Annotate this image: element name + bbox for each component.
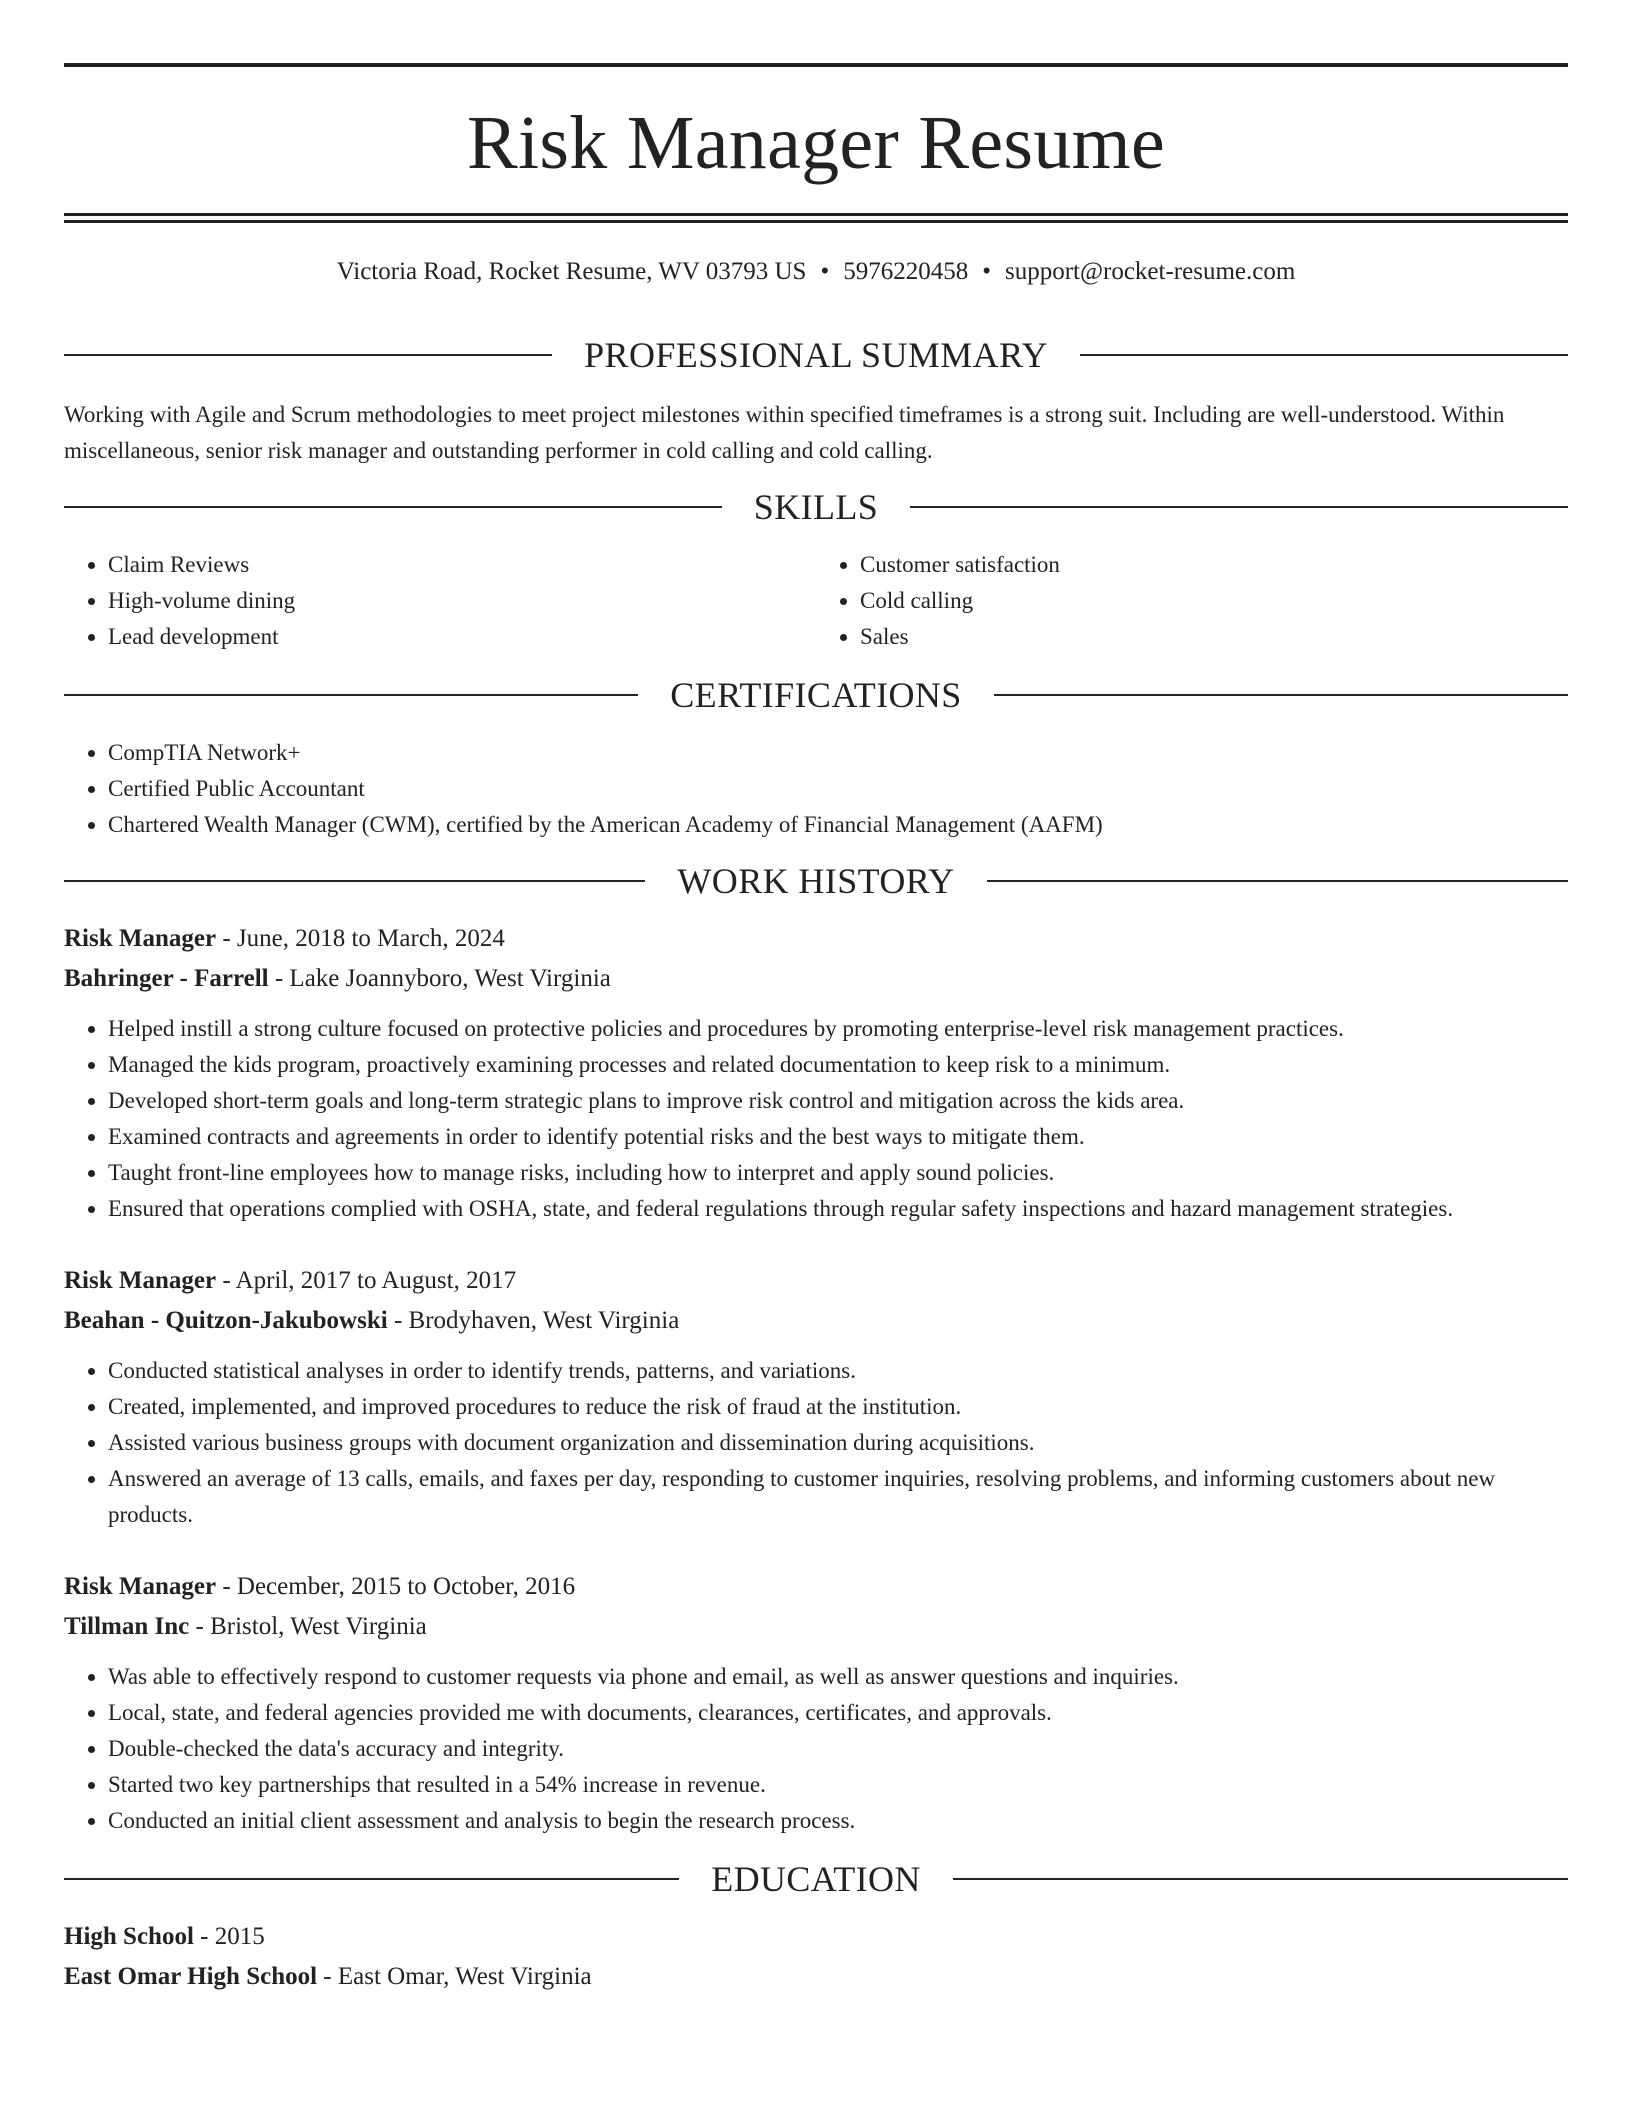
job-title: Risk Manager [64, 1267, 217, 1294]
contact-address: Victoria Road, Rocket Resume, WV 03793 US [336, 258, 807, 285]
job-company-line [64, 1607, 1568, 1647]
heading-rule [64, 506, 722, 508]
certification-item: • Chartered Wealth Manager (CWM), certified by the American Academy of Financial Management (AAFM) [108, 807, 1568, 843]
summary-heading: PROFESSIONAL SUMMARY [584, 335, 1048, 375]
job-company: Tillman Inc [64, 1613, 190, 1640]
education-location: - East Omar, West Virginia [317, 1963, 592, 1990]
certifications-list [64, 735, 1568, 843]
skill-item: • High-volume dining [108, 583, 816, 619]
job-dates: - April, 2017 to August, 2017 [216, 1267, 517, 1294]
certifications-section-heading [64, 677, 1568, 713]
heading-rule [994, 694, 1568, 696]
contact-separator: • [982, 258, 991, 285]
education-school-line [64, 1957, 1568, 1997]
job-location: - Brodyhaven, West Virginia [387, 1307, 680, 1334]
skills-list [64, 547, 1568, 655]
education-heading: EDUCATION [711, 1859, 921, 1899]
job-bullets [64, 1353, 1568, 1533]
job-bullet: • Helped instill a strong culture focused on protective policies and procedures by promoting enterprise-level risk management practices. [108, 1011, 1568, 1047]
heading-rule [64, 694, 638, 696]
heading-rule [953, 1878, 1568, 1880]
certification-item: • CompTIA Network+ [108, 735, 1568, 771]
job-bullet: • Ensured that operations complied with OSHA, state, and federal regulations through regular safety inspections and hazard management strategies. [108, 1191, 1568, 1227]
heading-rule [64, 354, 552, 356]
work-heading: WORK HISTORY [677, 861, 955, 901]
heading-rule [910, 506, 1568, 508]
certification-item: • Certified Public Accountant [108, 771, 1568, 807]
job-bullet: • Assisted various business groups with document organization and dissemination during acquisitions. [108, 1425, 1568, 1461]
job-bullet: • Answered an average of 13 calls, emails, and faxes per day, responding to customer inquiries, resolving problems, and informing customers about new products. [108, 1461, 1568, 1533]
job-bullet: • Was able to effectively respond to customer requests via phone and email, as well as answer questions and inquiries. [108, 1659, 1568, 1695]
job-dates: - June, 2018 to March, 2024 [216, 925, 505, 952]
skill-item: • Claim Reviews [108, 547, 816, 583]
job-bullets [64, 1659, 1568, 1839]
education-degree-line [64, 1917, 1568, 1957]
education-section-heading [64, 1861, 1568, 1897]
job-company-line [64, 959, 1568, 999]
job-bullet: • Local, state, and federal agencies provided me with documents, clearances, certificates, and approvals. [108, 1695, 1568, 1731]
job-bullet: • Managed the kids program, proactively examining processes and related documentation to keep risk to a minimum. [108, 1047, 1568, 1083]
job-bullets [64, 1011, 1568, 1227]
job-dates: - December, 2015 to October, 2016 [216, 1573, 576, 1600]
top-rule [64, 63, 1568, 67]
skill-item: • Customer satisfaction [860, 547, 1568, 583]
certifications-heading: CERTIFICATIONS [670, 675, 962, 715]
education-entry [64, 1917, 1568, 1997]
skills-section-heading [64, 489, 1568, 525]
job-location: - Bristol, West Virginia [189, 1613, 427, 1640]
contact-separator: • [820, 258, 830, 285]
skill-item: • Cold calling [860, 583, 1568, 619]
job-location: - Lake Joannyboro, West Virginia [268, 965, 611, 992]
heading-rule [987, 880, 1568, 882]
skills-heading: SKILLS [753, 487, 879, 527]
skills-column-left [64, 547, 816, 655]
job-bullet: • Conducted an initial client assessment and analysis to begin the research process. [108, 1803, 1568, 1839]
contact-email: support@rocket-resume.com [1004, 258, 1296, 285]
job-company: Bahringer - Farrell [64, 965, 269, 992]
skill-item: • Lead development [108, 619, 816, 655]
job-title-line [64, 919, 1568, 959]
job-bullet: • Started two key partnerships that resulted in a 54% increase in revenue. [108, 1767, 1568, 1803]
contact-phone: 5976220458 [843, 258, 969, 285]
job-bullet: • Double-checked the data's accuracy and integrity. [108, 1731, 1568, 1767]
summary-text: Working with Agile and Scrum methodologies to meet project milestones within specified timeframes is a strong suit. Including are well-understood. Within miscellaneous, senior risk manager and outstanding performer in cold calling and cold calling. [64, 402, 1505, 463]
job-company: Beahan - Quitzon-Jakubowski [64, 1307, 388, 1334]
title-double-rule [64, 213, 1568, 223]
job-company-line [64, 1301, 1568, 1341]
job-bullet: • Created, implemented, and improved procedures to reduce the risk of fraud at the institution. [108, 1389, 1568, 1425]
job-bullet: • Developed short-term goals and long-term strategic plans to improve risk control and mitigation across the kids area. [108, 1083, 1568, 1119]
job-entry [64, 1261, 1568, 1533]
skills-column-right [816, 547, 1568, 655]
job-title: Risk Manager [64, 1573, 217, 1600]
job-bullet: • Examined contracts and agreements in order to identify potential risks and the best ways to mitigate them. [108, 1119, 1568, 1155]
skill-item: • Sales [860, 619, 1568, 655]
education-degree: High School [64, 1923, 194, 1950]
job-bullet: • Taught front-line employees how to manage risks, including how to interpret and apply sound policies. [108, 1155, 1568, 1191]
job-title: Risk Manager [64, 925, 217, 952]
heading-rule [64, 880, 645, 882]
job-entry [64, 919, 1568, 1227]
resume-title: Risk Manager Resume [466, 101, 1165, 185]
heading-rule [1080, 354, 1568, 356]
job-title-line [64, 1567, 1568, 1607]
heading-rule [64, 1878, 679, 1880]
education-school: East Omar High School [64, 1963, 318, 1990]
job-entry [64, 1567, 1568, 1839]
education-year: - 2015 [193, 1923, 265, 1950]
contact-line [64, 257, 1568, 287]
summary-section-heading [64, 337, 1568, 373]
job-title-line [64, 1261, 1568, 1301]
job-bullet: • Conducted statistical analyses in order to identify trends, patterns, and variations. [108, 1353, 1568, 1389]
work-section-heading [64, 863, 1568, 899]
